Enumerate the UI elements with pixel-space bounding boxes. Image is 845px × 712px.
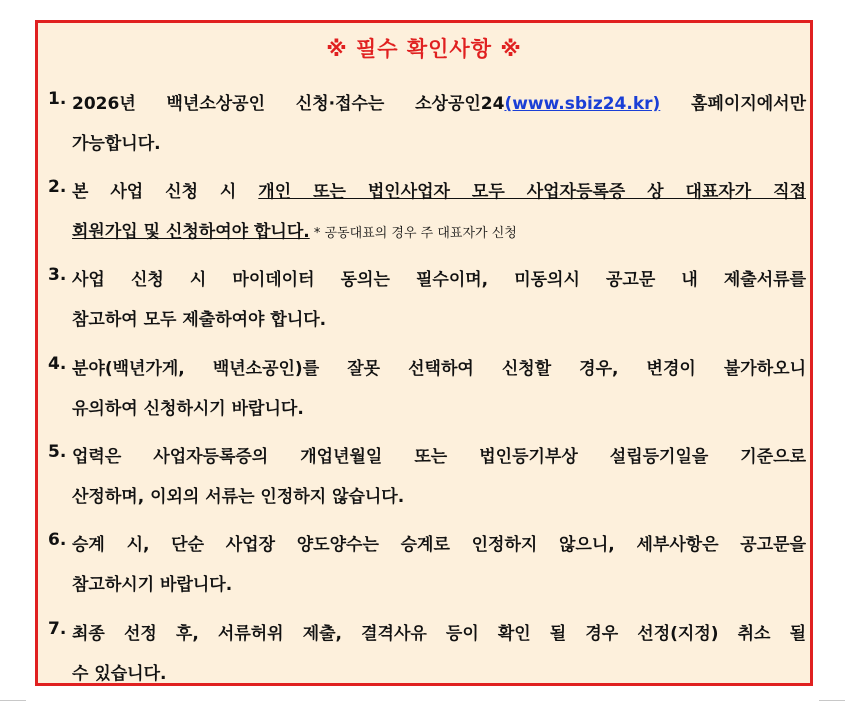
item-number: 7. <box>48 619 67 639</box>
item-line: 분야(백년가게, 백년소공인)를 잘못 선택하여 신청할 경우, 변경이 불가하오니 <box>72 359 806 379</box>
notice-title: ※ 필수 확인사항 ※ <box>326 37 522 61</box>
item-line <box>72 177 806 202</box>
item-line-continued: 가능합니다. <box>72 134 161 154</box>
item-line-continued: 산정하며, 이외의 서류는 인정하지 않습니다. <box>72 487 405 507</box>
item-line-continued: 참고하여 모두 제출하여야 합니다. <box>72 310 327 330</box>
item-line-continued: 참고하시기 바랍니다. <box>72 575 233 595</box>
item-line: 승계 시, 단순 사업장 양도양수는 승계로 인정하지 않으니, 세부사항은 공고문을 <box>72 535 806 555</box>
item-text: 2026년 백년소상공인 신청·접수는 소상공인24 <box>72 94 505 114</box>
item-line: 사업 신청 시 마이데이터 동의는 필수이며, 미동의시 공고문 내 제출서류를 <box>72 270 806 290</box>
item-line-continued: 유의하여 신청하시기 바랍니다. <box>72 399 304 419</box>
item-text: 본 사업 신청 시 <box>72 182 259 202</box>
item-line: 업력은 사업자등록증의 개업년월일 또는 법인등기부상 설립등기일을 기준으로 <box>72 447 806 467</box>
item-number: 5. <box>48 442 67 462</box>
item-line-continued <box>72 217 806 242</box>
underlined-text: 회원가입 및 신청하여야 합니다. <box>72 222 310 242</box>
page-corner-mark <box>0 700 26 709</box>
item-text: 홈페이지에서만 <box>660 94 807 114</box>
item-line: 최종 선정 후, 서류허위 제출, 결격사유 등이 확인 될 경우 선정(지정) 취소 될 <box>72 624 806 644</box>
item-number: 3. <box>48 265 67 285</box>
item-number: 4. <box>48 354 67 374</box>
item-number: 2. <box>48 177 67 197</box>
item-note: * 공동대표의 경우 주 대표자가 신청 <box>309 226 517 241</box>
item-line <box>72 89 806 114</box>
notice-box <box>35 20 813 686</box>
sbiz24-link[interactable]: (www.sbiz24.kr) <box>504 94 661 114</box>
underlined-text: 개인 또는 법인사업자 모두 사업자등록증 상 대표자가 직접 <box>258 182 806 202</box>
item-number: 6. <box>48 530 67 550</box>
page-corner-mark <box>819 700 845 709</box>
item-number: 1. <box>48 89 67 109</box>
item-line-continued: 수 있습니다. <box>72 664 167 684</box>
